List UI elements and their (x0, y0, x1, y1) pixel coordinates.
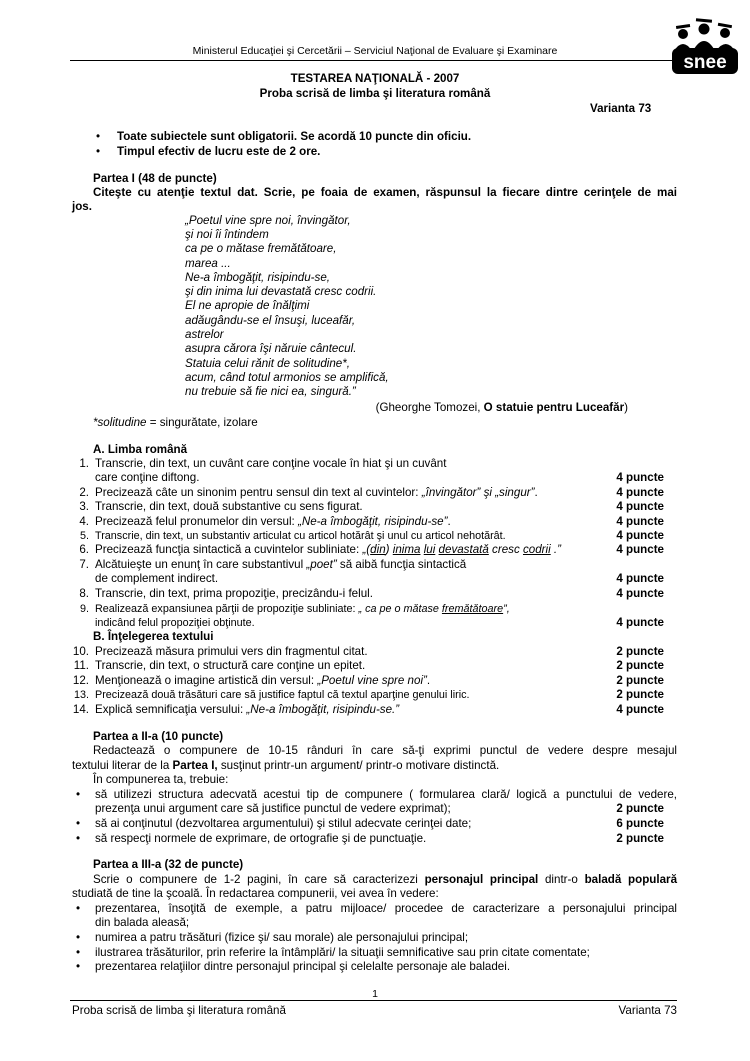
question-number: 9. (79, 603, 89, 615)
part3-paragraph-continued: studiată de tine la şcoală. În redactarea compunerii, vei avea în vedere: (72, 887, 439, 900)
poem-line: asupra cărora îşi năruie cântecul. (185, 342, 357, 355)
question-item-continued (72, 572, 664, 586)
bullet-icon: • (95, 130, 101, 143)
part2-requirements-intro: În compunerea ta, trebuie: (93, 773, 229, 786)
bullet-icon: • (95, 145, 101, 158)
question-number: 14. (72, 703, 89, 716)
question-item (72, 645, 664, 659)
question-text-plain: Menţionează o imagine artistică din versul: (95, 674, 318, 687)
quote-part: ) (385, 543, 393, 556)
text-plain: Scrie o compunere de 1-2 pagini, în care să caracterizezi (93, 873, 425, 886)
question-number: 2. (79, 486, 89, 499)
poem-line: nu trebuie să fie nici ea, singură.” (185, 385, 356, 398)
question-item (72, 529, 664, 543)
poem-line: şi noi îi întindem (185, 228, 269, 241)
poem-line: ca pe o mătase fremătătoare, (185, 242, 337, 255)
rule-1: Toate subiectele sunt obligatorii. Se acordă 10 puncte din oficiu. (117, 130, 472, 143)
part2-requirement: să utilizezi structura adecvată acestui tip de compunere ( formularea clară/ logică a punctului de vedere, (95, 788, 677, 801)
question-points: 2 puncte (616, 645, 664, 658)
question-points: 4 puncte (616, 543, 664, 556)
question-number: 5. (79, 530, 89, 542)
question-text-plain: Realizează expansiunea părţii de propoziţie subliniate: (95, 603, 359, 615)
question-text-quote: „Ne-a îmbogăţit, risipindu-se” (298, 515, 448, 528)
part2-requirement: să respecţi normele de exprimare, de ortografie şi de punctuaţie. (95, 832, 427, 845)
question-text: Precizează măsura primului vers din fragmentul citat. (95, 645, 368, 658)
source-title: O statuie pentru Luceafăr (483, 401, 625, 414)
bullet-icon: • (75, 931, 81, 944)
question-number: 13. (73, 689, 89, 701)
text-plain: dintr-o (538, 873, 585, 886)
question-item (72, 674, 664, 688)
exam-title: TESTAREA NAŢIONALĂ - 2007 (290, 72, 460, 85)
footer-left: Proba scrisă de limba şi literatura română (72, 1004, 286, 1017)
question-item (72, 558, 664, 572)
question-points: 2 puncte (616, 674, 664, 687)
exam-subtitle: Proba scrisă de limba şi literatura română (259, 87, 491, 100)
question-text-quote: „poet” (306, 558, 337, 571)
question-text (95, 486, 538, 500)
part2-paragraph-continued (72, 759, 499, 773)
question-number: 7. (79, 558, 89, 571)
poem-line: astrelor (185, 328, 224, 341)
poem-line: Ne-a îmbogăţit, risipindu-se, (185, 271, 330, 284)
requirement-points: 6 puncte (616, 817, 664, 830)
question-item (72, 543, 664, 557)
part3-requirement: numirea a patru trăsături (fizice şi/ sau morale) ale personajului principal; (95, 931, 469, 944)
question-item (72, 703, 664, 717)
header-divider (70, 60, 677, 61)
question-item (72, 486, 664, 500)
question-item (72, 587, 664, 601)
question-item (72, 659, 664, 673)
glossary-note (93, 416, 258, 430)
part1-instruction-end: jos. (72, 200, 92, 213)
poem-line: şi din inima lui devastată cresc codrii. (185, 285, 377, 298)
requirement-points: 2 puncte (616, 832, 664, 845)
question-text-plain: Precizează felul pronumelor din versul: (95, 515, 298, 528)
question-text: Transcrie, din text, două substantive cu sens figurat. (95, 500, 363, 513)
part1-heading: Partea I (48 de puncte) (93, 172, 217, 185)
source-end: ) (624, 401, 628, 414)
question-text-quote: „învingător” şi „singur” (421, 486, 535, 499)
bullet-icon: • (75, 817, 81, 830)
text-plain: susţinut printr-un argument/ printr-o motivare distinctă. (217, 759, 500, 772)
underlined-word: din (370, 543, 386, 556)
question-text: Precizează două trăsături care să justifice faptul că textul aparţine genului liric. (95, 689, 470, 701)
question-item-continued (72, 616, 664, 630)
part1-instruction: Citeşte cu atenţie textul dat. Scrie, pe foaia de examen, răspunsul la fiecare dintre cerinţele de mai (93, 186, 677, 199)
question-text (95, 558, 466, 572)
poem-line: El ne apropie de înălţimi (185, 299, 310, 312)
question-text-quote: „Ne-a îmbogăţit, risipindu-se.” (246, 703, 400, 716)
question-text-plain: Precizează funcţia sintactică a cuvintelor subliniate: (95, 543, 363, 556)
question-points: 4 puncte (616, 471, 664, 484)
question-number: 10. (72, 645, 89, 658)
text-plain: textului literar de la (72, 759, 173, 772)
poem-line: Statuia celui rănit de solitudine*, (185, 357, 350, 370)
question-text-plain: . (447, 515, 451, 528)
question-number: 12. (72, 674, 89, 687)
bullet-icon: • (75, 832, 81, 845)
question-points: 2 puncte (616, 659, 664, 672)
bullet-icon: • (75, 946, 81, 959)
question-number: 4. (79, 515, 89, 528)
question-text: de complement indirect. (95, 572, 219, 585)
question-number: 11. (73, 659, 89, 672)
variant-label: Varianta 73 (590, 102, 652, 115)
poem-source (376, 401, 628, 415)
gloss-word: *solitudine (93, 416, 147, 429)
quote-part: .” (550, 543, 562, 556)
question-points: 4 puncte (616, 500, 664, 513)
question-number: 1. (79, 457, 89, 470)
poem-line: marea ... (185, 257, 231, 270)
question-text: Transcrie, din text, un substantiv articulat cu articol hotărât şi unul cu articol nehotărât. (95, 530, 506, 542)
part3-heading: Partea a III-a (32 de puncte) (93, 858, 244, 871)
page-number: 1 (372, 988, 378, 1000)
part2-heading: Partea a II-a (10 puncte) (93, 730, 224, 743)
rule-2: Timpul efectiv de lucru este de 2 ore. (117, 145, 321, 158)
question-text (95, 543, 561, 557)
question-points: 4 puncte (616, 587, 664, 600)
underlined-word: inima (392, 543, 421, 556)
logo-text: snee (683, 52, 727, 73)
question-item (72, 602, 664, 616)
question-item-continued (72, 471, 664, 485)
footer-right: Varianta 73 (618, 1004, 677, 1017)
text-bold: personajul principal (424, 873, 539, 886)
quote-part: „( (362, 543, 371, 556)
question-text (95, 674, 430, 688)
question-text: Transcrie, din text, o structură care conţine un epitet. (95, 659, 366, 672)
part3-requirement-continued: din balada aleasă; (95, 916, 190, 929)
question-points: 4 puncte (616, 703, 664, 716)
part3-paragraph (93, 873, 677, 887)
question-item (72, 500, 664, 514)
question-text-plain: Alcătuieşte un enunţ în care substantivul (95, 558, 307, 571)
question-text-quote: „Poetul vine spre noi” (317, 674, 427, 687)
poem-line: „Poetul vine spre noi, învingător, (185, 214, 351, 227)
question-points: 4 puncte (616, 572, 664, 585)
underlined-word: codrii (522, 543, 551, 556)
section-b-heading: B. Înţelegerea textului (93, 630, 214, 643)
question-number: 3. (79, 500, 89, 513)
question-text-plain: Explică semnificaţia versului: (95, 703, 247, 716)
question-text (95, 515, 451, 529)
question-text: indicând felul propoziţiei obţinute. (95, 617, 255, 629)
source-author: (Gheorghe Tomozei, (375, 401, 484, 414)
question-text-quote: „ ca pe o mătase (358, 603, 442, 615)
question-text-plain: . (426, 674, 431, 687)
question-text-quote: ”, (503, 603, 510, 615)
question-number: 6. (79, 543, 89, 556)
ministry-header: Ministerul Educaţiei şi Cercetării – Serviciul Naţional de Evaluare şi Examinare (192, 45, 558, 57)
part2-paragraph: Redactează o compunere de 10-15 rânduri în care să-ţi exprimi punctul de vedere despre mesajul (93, 744, 677, 757)
part3-requirement: prezentarea relaţiilor dintre personajul principal şi celelalte personaje ale baladei. (95, 960, 511, 973)
part2-requirement-continued: prezenţa unui argument care să justifice punctul de vedere exprimat); (95, 802, 451, 815)
question-points: 4 puncte (616, 486, 664, 499)
question-item (72, 457, 664, 471)
requirement-points: 2 puncte (616, 802, 664, 815)
bullet-icon: • (75, 960, 81, 973)
question-text-plain: . (534, 486, 538, 499)
question-text-plain: să aibă funcţia sintactică (336, 558, 467, 571)
quote-part: cresc (488, 543, 523, 556)
underlined-word: lui (423, 543, 436, 556)
question-points: 4 puncte (616, 529, 664, 542)
question-number: 8. (79, 587, 89, 600)
section-a-heading: A. Limba română (93, 443, 188, 456)
poem-line: adăugându-se el însuşi, luceafăr, (185, 314, 356, 327)
question-text-plain: Precizează câte un sinonim pentru sensul din text al cuvintelor: (95, 486, 422, 499)
gloss-definition: = singurătate, izolare (146, 416, 258, 429)
poem-line: acum, când totul armonios se amplifică, (185, 371, 389, 384)
question-text: care conţine diftong. (95, 471, 200, 484)
text-bold: Partea I, (172, 759, 218, 772)
question-text: Transcrie, din text, prima propoziţie, precizându-i felul. (95, 587, 373, 600)
question-text (95, 703, 399, 717)
underlined-word: fremătătoare (441, 603, 504, 615)
question-item (72, 688, 664, 702)
question-points: 4 puncte (616, 515, 664, 528)
part3-requirement: prezentarea, însoţită de exemple, a patru mijloace/ procedee de caracterizare a personajului principal (95, 902, 677, 915)
question-text (95, 602, 510, 616)
question-item (72, 515, 664, 529)
question-points: 2 puncte (616, 688, 664, 701)
snee-logo (668, 15, 742, 79)
question-points: 4 puncte (616, 616, 664, 629)
underlined-word: devastată (438, 543, 489, 556)
question-text-quote (362, 543, 561, 556)
text-bold: baladă populară (584, 873, 678, 886)
part2-requirement: să ai conţinutul (dezvoltarea argumentului) şi stilul adecvate cerinţei date; (95, 817, 472, 830)
question-text: Transcrie, din text, un cuvânt care conţine vocale în hiat şi un cuvânt (95, 457, 447, 470)
snee-logo-graphic (668, 15, 742, 79)
part3-requirement: ilustrarea trăsăturilor, prin referire la întâmplări/ la situaţii semnificative sau prin citate comentate; (95, 946, 590, 959)
bullet-icon: • (75, 902, 81, 915)
bullet-icon: • (75, 788, 81, 801)
